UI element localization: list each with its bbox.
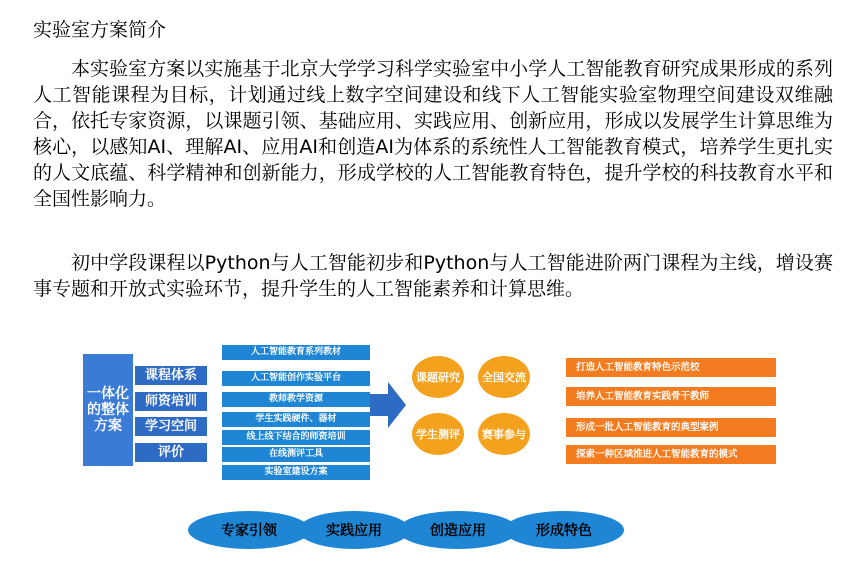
intro-paragraph: 本实验室方案以实施基于北京大学学习科学实验室中小学人工智能教育研究成果形成的系列人工智能课程为目标，计划通过线上数字空间建设和线下人工智能实验室物理空间建设双维融合，依托专家资源，以课题引领、基础应用、实践应用、创新应用，形成以发展学生计算思维为核心，以感知AI、理解AI、应用AI和创造AI为体系的系统性人工智能教育模式，培养学生更扎实的人文底蕴、科学精神和创新能力，形成学校的人工智能教育特色，提升学校的科技教育水平和全国性影响力。 xyxy=(33,58,833,210)
right-arrow-icon xyxy=(370,382,406,428)
oval-expert-guidance: 专家引领 xyxy=(188,511,310,549)
resource-item: 实验室建设方案 xyxy=(222,465,370,480)
resource-column xyxy=(222,340,370,482)
main-solution-box: 一体化的整体方案 xyxy=(83,354,133,466)
circle-student-assessment: 学生测评 xyxy=(412,413,464,455)
outcome-item: 探索一种区域推进人工智能教育的模式 xyxy=(566,445,776,464)
circle-competition: 赛事参与 xyxy=(478,413,530,455)
circle-national-exchange: 全国交流 xyxy=(478,356,530,398)
left-item-evaluation: 评价 xyxy=(135,443,207,462)
resource-item: 人工智能教育系列教材 xyxy=(222,345,370,360)
resource-item: 线上线下结合的师资培训 xyxy=(222,430,370,445)
resource-item: 在线测评工具 xyxy=(222,447,370,462)
oval-creative-application: 创造应用 xyxy=(398,511,518,549)
curriculum-paragraph: 初中学段课程以Python与人工智能初步和Python与人工智能进阶两门课程为主线，增设赛事专题和开放式实验环节，提升学生的人工智能素养和计算思维。 xyxy=(33,252,833,300)
outcome-item: 打造人工智能教育特色示范校 xyxy=(566,358,776,377)
left-item-learning-space: 学习空间 xyxy=(135,417,207,436)
oval-practice-application: 实践应用 xyxy=(298,511,410,549)
resource-item: 人工智能创作实验平台 xyxy=(222,371,370,386)
circle-topic-research: 课题研究 xyxy=(412,356,464,398)
outcome-item: 形成一批人工智能教育的典型案例 xyxy=(566,418,776,437)
left-item-teacher-training: 师资培训 xyxy=(135,392,207,411)
resource-item: 教师教学资源 xyxy=(222,392,370,407)
document-title: 实验室方案简介 xyxy=(33,19,167,41)
left-item-curriculum: 课程体系 xyxy=(135,366,207,385)
outcome-item: 培养人工智能教育实践骨干教师 xyxy=(566,387,776,406)
oval-form-features: 形成特色 xyxy=(504,511,624,549)
resource-item: 学生实践硬件、器材 xyxy=(222,412,370,427)
